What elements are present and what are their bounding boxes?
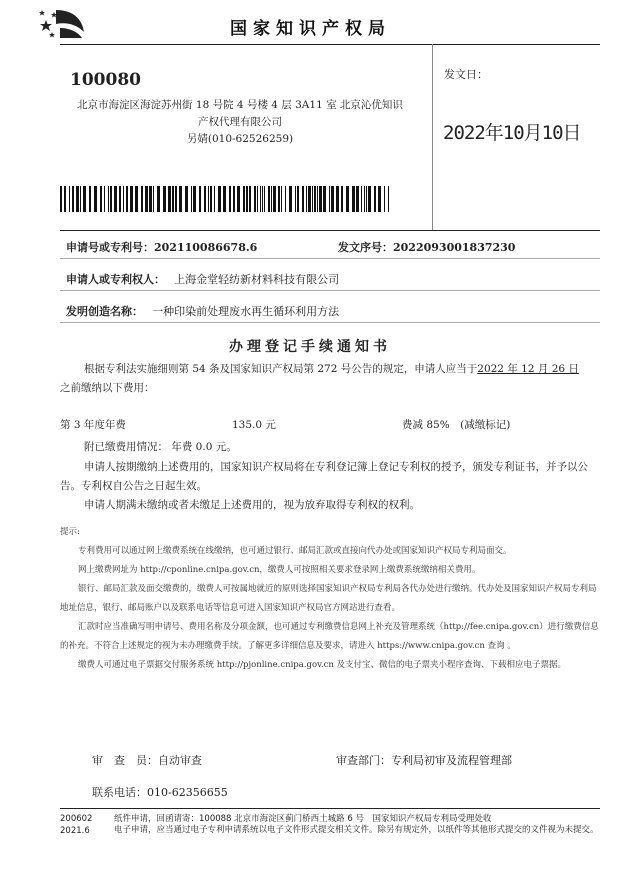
notice-intro-b: 之前缴纳以下费用： [60, 382, 155, 394]
postcode: 100080 [70, 70, 141, 90]
ids-rule [60, 258, 600, 259]
invention-row [66, 300, 339, 319]
footer-code-2: 2021.6 [60, 826, 90, 836]
address-divider [432, 44, 433, 230]
address-rule [60, 230, 600, 231]
barcode [60, 186, 398, 212]
application-number-row [66, 236, 257, 255]
footer-code-1: 200602 [60, 814, 93, 824]
tip-4: 汇款时应当准确写明申请号、费用名称及分项金额，也可通过专利缴费信息网上补充及管理系统（http://fee.cnipa.gov.cn）进行缴费信息的补充。不符合上述规定的视为未办理缴费手续。了解更多详细信息及要求，请进入 https://www.cnipa.gov.cn 查询 。 [60, 622, 599, 651]
tip-2: 网上缴费网址为 http://cponline.cnipa.gov.cn，缴费人可按照相关要求登录网上缴费系统缴纳相关费用。 [78, 565, 481, 575]
notice-intro [60, 360, 600, 398]
applicant-value: 上海金堂轻纺新材料科技有限公司 [174, 273, 340, 286]
invention-rule [60, 322, 600, 323]
footer-text [114, 814, 600, 836]
examiner-value: 自动审查 [158, 754, 202, 767]
address-line-1: 北京市海淀区海淀苏州街 18 号院 4 号楼 4 层 3A11 室 北京沁优知识 [77, 99, 403, 111]
examiner-label: 审 查 员： [92, 754, 158, 767]
examiner-row [92, 752, 202, 768]
invention-label: 发明创造名称： [66, 305, 143, 318]
notice-deadline: 2022 年 12 月 26 日 [477, 363, 579, 375]
office-title: 国家知识产权局 [230, 19, 391, 39]
application-number-label: 申请号或专利号： [66, 241, 154, 254]
footer-line-1: 纸件申请，回函请寄：100088 北京市海淀区蓟门桥西土城路 6 号 国家知识产权局专利局受理处收 [114, 814, 492, 824]
phone-value: 010-62356655 [147, 786, 228, 799]
send-date-label: 发文日： [444, 68, 488, 81]
document-number-label: 发文序号： [338, 241, 393, 254]
department-label: 审查部门： [336, 754, 391, 767]
notice-title: 办理登记手续通知书 [229, 339, 391, 355]
address-line-3: 另婧(010-62526259) [186, 133, 294, 145]
fee-amount: 135.0 元 [232, 419, 276, 431]
tip-3: 银行、邮局汇款及面交缴费的，缴费人可按属地就近的原则选择国家知识产权局专利局各代办处进行缴纳。代办处及国家知识产权局专利局地址信息，银行、邮局账户以及联系电话等信息可进入国家知识产权局官方网站进行查看。 [60, 584, 597, 613]
document-number-value: 2022093001837230 [393, 241, 516, 254]
department-value: 专利局初审及流程管理部 [391, 754, 512, 767]
cnipa-logo [36, 6, 94, 42]
send-date-value: 2022年10月10日 [443, 122, 581, 144]
application-number-value: 202110086678.6 [154, 241, 258, 254]
notice-intro-a: 根据专利法实施细则第 54 条及国家知识产权局第 272 号公告的规定，申请人应当于 [84, 363, 478, 375]
phone-row [92, 784, 228, 800]
invention-value: 一种印染前处理废水再生循环利用方法 [152, 305, 340, 318]
applicant-label: 申请人或专利权人： [66, 273, 165, 286]
tips-label: 提示: [60, 527, 80, 537]
footer-line-2: 电子申请，应当通过电子专利申请系统以电子文件形式提交相关文件。除另有规定外，以纸件等其他形式提交的文件视为未提交。 [114, 825, 599, 835]
header-rule [60, 44, 600, 45]
tips-section [60, 523, 600, 675]
recipient-address [70, 97, 410, 148]
fee-reduction: 费减 85% (减缴标记) [402, 419, 511, 431]
tip-5: 缴费人可通过电子票据交付服务系统 http://pjonline.cnipa.gov.cn 及支付宝、微信的电子票夹小程序查询、下载相应电子票据。 [78, 660, 567, 670]
address-line-2: 产权代理有限公司 [198, 116, 282, 128]
notice-paragraph-1: 申请人按期缴纳上述费用的，国家知识产权局将在专利登记簿上登记专利权的授予，颁发专利证书，并予以公告。专利权自公告之日起生效。 [60, 461, 588, 492]
tip-1: 专利费用可以通过网上缴费系统在线缴纳，也可通过银行、邮局汇款或直接向代办处或国家知识产权局专利局面交。 [78, 546, 512, 556]
phone-label: 联系电话： [92, 786, 147, 799]
applicant-row [66, 268, 339, 287]
footer-rule [60, 808, 600, 809]
fee-name: 第 3 年度年费 [60, 419, 126, 431]
notice-paragraph-2: 申请人期满未缴纳或者未缴足上述费用的，视为放弃取得专利权的权利。 [84, 499, 420, 511]
paid-info: 附已缴费用情况： 年费 0.0 元。 [84, 441, 237, 453]
document-number-row [338, 236, 515, 255]
applicant-rule [60, 290, 600, 291]
department-row [336, 752, 512, 768]
